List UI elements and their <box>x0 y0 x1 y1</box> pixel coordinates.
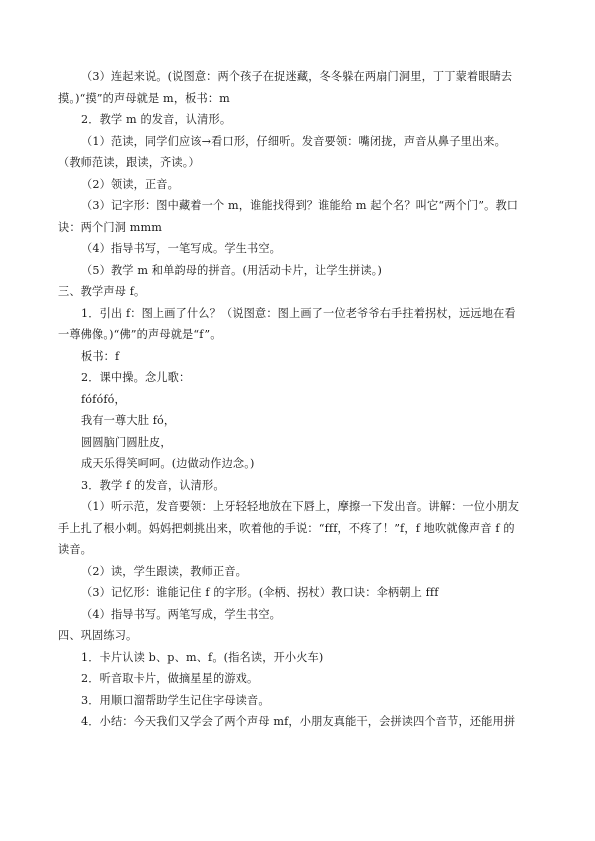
text-line: 三、教学声母 f。 <box>58 285 146 298</box>
text-line: （2）读，学生跟读，教师正音。 <box>81 564 247 578</box>
text-line: （1）范读，同学们应该→看口形，仔细听。发音要领：嘴闭拢，声音从鼻子里出来。 <box>81 134 506 148</box>
text-line: fófófó， <box>81 392 126 406</box>
text-line: （教师范读，跟读，齐读。） <box>58 156 200 169</box>
text-line: （1）听示范，发音要领：上牙轻轻地放在下唇上，摩擦一下发出音。讲解：一位小朋友 <box>81 500 520 513</box>
document-body <box>58 66 542 733</box>
text-line: （4）指导书写。两笔写成，学生书空。 <box>81 607 282 621</box>
text-line: 2．听音取卡片，做摘星星的游戏。 <box>81 672 259 685</box>
text-line: 1．卡片认读 b、p、m、f。(指名读，开小火车) <box>81 650 324 664</box>
text-line: （3）记字形：图中藏着一个 m，谁能找得到？谁能给 m 起个名？叫它“两个门”。教口 <box>81 199 519 212</box>
text-line: 我有一尊大肚 fó， <box>81 414 176 427</box>
text-line: 诀：两个门洞 mmm <box>58 220 163 234</box>
text-line: 4．小结：今天我们又学会了两个声母 mf，小朋友真能干，会拼读四个音节，还能用拼 <box>81 715 516 728</box>
text-line: 摸。)“摸”的声母就是 m，板书：m <box>58 91 230 105</box>
text-line: 手上扎了根小刺。妈妈把刺挑出来，吹着他的手说：“fff，不疼了！”f，f 地吹就像声音 f 的 <box>58 521 515 535</box>
text-line: （3）记忆形：谁能记住 f 的字形。(伞柄、拐杖）教口诀：伞柄朝上 fff <box>81 586 439 599</box>
text-line: 3．用顺口溜帮助学生记住字母读音。 <box>81 693 270 707</box>
text-line: 2．教学 m 的发音，认清形。 <box>81 113 232 126</box>
text-line: 圆圆脑门圆肚皮， <box>81 435 172 449</box>
text-line: 2．课中操。念儿歌： <box>81 371 191 384</box>
text-line: 读音。 <box>58 543 93 556</box>
text-line: （3）连起来说。(说图意：两个孩子在捉迷藏，冬冬躲在两扇门洞里，丁丁蒙着眼睛去 <box>81 70 513 83</box>
text-line: 3．教学 f 的发音，认清形。 <box>81 478 225 492</box>
text-line: （2）领读，正音。 <box>81 177 179 191</box>
text-line: 一尊佛像。)“佛”的声母就是“f”。 <box>58 328 222 341</box>
text-line: （5）教学 m 和单韵母的拼音。(用活动卡片，让学生拼读。) <box>81 263 382 277</box>
text-line: 板书：f <box>81 349 120 363</box>
text-line: 四、巩固练习。 <box>58 629 138 642</box>
text-line: 1．引出 f：图上画了什么？（说图意：图上画了一位老爷爷右手拄着拐杖，远远地在看 <box>81 306 516 320</box>
text-line: 成天乐得笑呵呵。(边做动作边念。) <box>81 457 255 470</box>
text-line: （4）指导书写，一笔写成。学生书空。 <box>81 242 282 255</box>
